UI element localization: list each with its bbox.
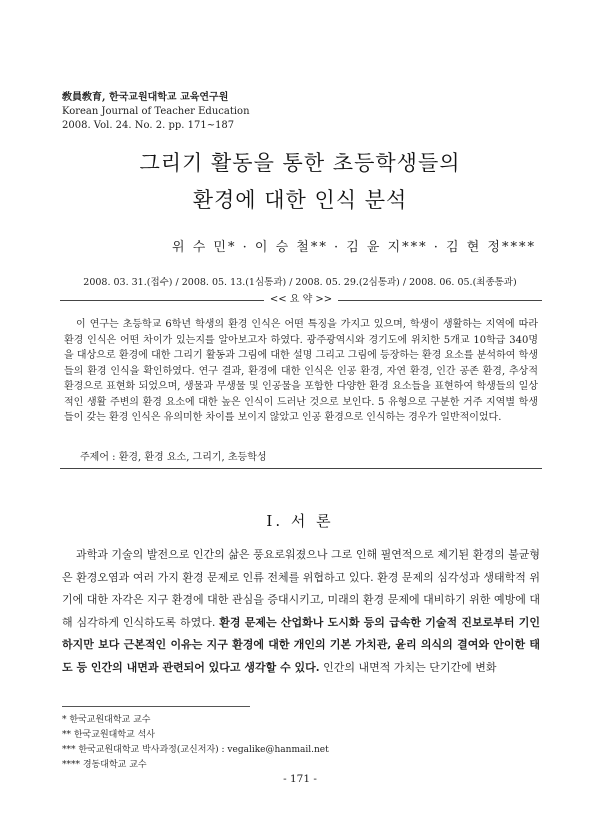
footnote-rule <box>62 706 250 707</box>
keywords: 주제어 : 환경, 환경 요소, 그리기, 초등학성 <box>80 452 267 463</box>
journal-name-english: Korean Journal of Teacher Education <box>62 106 250 117</box>
footnotes <box>62 713 329 773</box>
introduction-paragraph <box>62 544 540 679</box>
footnote-3: *** 한국교원대학교 박사과정(교신저자) : vegalike@hanmail.net <box>62 745 329 755</box>
paragraph-emphasis: 환경 문제는 산업화나 도시화 등의 급속한 기술적 진보로부터 기인하지만 보다 근본적인 이유는 지구 환경에 대한 개인의 기본 가치관, 윤리 의식의 결여와 안이한 태도 등 인간의 내면과 관련되어 있다고 생각할 수 있다. <box>62 615 540 674</box>
section-title-introduction: Ⅰ. 서 론 <box>266 512 334 530</box>
page-number: - 171 - <box>283 773 317 785</box>
paper-title-line-1: 그리기 활동을 통한 초등학생들의 <box>139 151 461 175</box>
author-list: 위 수 민* · 이 승 철** · 김 윤 지*** · 김 현 정**** <box>172 240 536 255</box>
paragraph-text-part-2: 인간의 내면적 가치는 단기간에 변화 <box>319 660 497 674</box>
footnote-1: * 한국교원대학교 교수 <box>62 715 151 725</box>
review-dates: 2008. 03. 31.(접수) / 2008. 05. 13.(1심통과) / 2008. 05. 29.(2심통과) / 2008. 06. 05.(최종통과) <box>83 277 517 288</box>
journal-header <box>62 91 250 133</box>
paper-title-line-2: 환경에 대한 인식 분석 <box>192 188 408 212</box>
abstract-heading: << 요 약 >> <box>269 294 333 305</box>
abstract-bottom-rule <box>60 468 542 469</box>
footnote-2: ** 한국교원대학교 석사 <box>62 730 155 740</box>
abstract-body <box>64 317 538 426</box>
introduction-body <box>62 544 540 679</box>
abstract-header-rule-right <box>338 300 542 301</box>
abstract-text: 이 연구는 초등학교 6학년 학생의 환경 인식은 어떤 특징을 가지고 있으며, 학생이 생활하는 지역에 따라 환경 인식은 어떤 차이가 있는지를 알아보고자 하였다. 광주광역시와 경기도에 위치한 5개교 10학급 340명을 대상으로 환경에 대한 그리기 활동과 그림에 대한 설명 그리고 그림에 등장하는 환경 요소를 분석하여 학생들의 환경 인식을 확인하였다. 연구 결과, 환경에 대한 인식은 인공 환경, 자연 환경, 인간 공존 환경, 추상적 환경으로 표현화 되었으며, 생물과 무생물 및 인공물을 포함한 다양한 환경 요소들을 표현하여 학생들의 일상적인 생활 주변의 환경 요소에 대한 높은 인식이 드러난 것으로 보인다. 5 유형으로 구분한 거주 지역별 학생들이 갖는 환경 인식은 유의미한 차이를 보이지 않았고 인공 환경으로 인식하는 경우가 일반적이었다. <box>64 319 538 423</box>
journal-name-korean: 敎員敎育, 한국교원대학교 교육연구원 <box>62 92 229 103</box>
paragraph-text-part-1: 과학과 기술의 발전으로 인간의 삶은 풍요로워졌으나 그로 인해 필연적으로 제기된 환경의 불균형은 환경오염과 여러 가지 환경 문제로 인류 전체를 위협하고 있다. 환경 문제의 심각성과 생태학적 위기에 대한 자각은 지구 환경에 대한 관심을 증대시키고, 미래의 환경 문제에 대비하기 위한 예방에 대해 심각하게 인식하도록 하였다. <box>62 548 540 629</box>
abstract-header <box>60 293 542 307</box>
footnote-4: **** 경동대학교 교수 <box>62 760 147 770</box>
journal-citation: 2008. Vol. 24. No. 2. pp. 171~187 <box>62 120 235 131</box>
